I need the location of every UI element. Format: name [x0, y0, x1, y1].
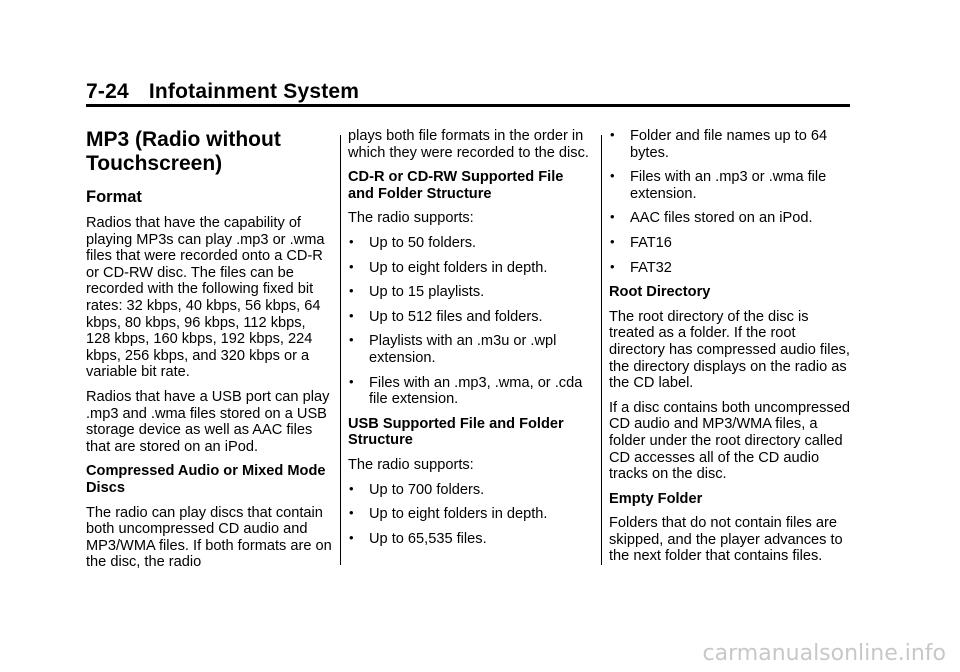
page-header [86, 80, 359, 104]
column-divider-2 [601, 135, 602, 565]
paragraph: Folders that do not contain files are skipped, and the player advances to the next folder that contains files. [609, 515, 843, 565]
bullet-icon: • [349, 258, 354, 274]
paragraph: Radios that have a USB port can play .mp3 and .wma files stored on a USB storage device as well as AAC files that are stored on an iPod. [86, 388, 330, 455]
bullet-icon: • [610, 168, 615, 184]
bullet-icon: • [349, 307, 354, 323]
paragraph: The radio can play discs that contain both uncompressed CD audio and MP3/WMA files. If both formats are on the disc, the radio [86, 504, 332, 571]
list-item: • Up to eight folders in depth. [349, 258, 548, 276]
bullet-icon: • [610, 233, 615, 249]
list-item: • Up to 65,535 files. [349, 529, 487, 547]
subheading-empty-folder: Empty Folder [609, 490, 703, 507]
page-number: 7-24 [86, 80, 129, 103]
subheading-cd-structure: CD-R or CD-RW Supported File and Folder Structure [348, 169, 564, 202]
bullet-icon: • [349, 529, 354, 545]
bullet-icon: • [349, 283, 354, 299]
bullet-icon: • [610, 127, 615, 142]
paragraph: The radio supports: [348, 210, 474, 227]
paragraph: The radio supports: [348, 456, 474, 473]
watermark: carmanualsonline.info [702, 641, 946, 666]
subheading-mixed-mode: Compressed Audio or Mixed Mode Discs [86, 463, 326, 496]
section-title: Infotainment System [148, 80, 360, 103]
list-item: • Up to eight folders in depth. [349, 505, 548, 523]
list-item: • FAT32 [610, 258, 672, 276]
bullet-icon: • [610, 258, 615, 274]
subheading-usb-structure: USB Supported File and Folder Structure [348, 415, 564, 449]
bullet-icon: • [349, 373, 354, 389]
column-divider-1 [340, 135, 341, 565]
section-heading: MP3 (Radio without Touchscreen) [86, 128, 281, 175]
list-item: • FAT16 [610, 233, 672, 251]
list-item: • Playlists with an .m3u or .wpl extension. [349, 332, 557, 366]
list-item: • Files with an .mp3, .wma, or .cda file extension. [349, 373, 583, 408]
paragraph: If a disc contains both uncompressed CD audio and MP3/WMA files, a folder under the root directory called CD accesses all of the CD audio tracks on the disc. [609, 399, 850, 483]
column-2 [348, 128, 593, 555]
paragraph: plays both file formats in the order in which they were recorded to the disc. [348, 128, 589, 161]
list-item: • Up to 15 playlists. [349, 283, 485, 301]
header-rule [86, 104, 850, 107]
list-item: • Files with an .mp3 or .wma file extension. [610, 168, 827, 202]
column-1 [86, 128, 332, 579]
subheading-root-directory: Root Directory [609, 284, 711, 301]
bullet-icon: • [349, 332, 354, 348]
list-item: • Up to 50 folders. [349, 233, 477, 251]
column-3 [609, 128, 851, 573]
paragraph: The root directory of the disc is treated as a folder. If the root directory has compressed audio files, the directory displays on the radio as the CD label. [609, 308, 850, 392]
bullet-icon: • [349, 233, 354, 249]
format-heading: Format [86, 188, 142, 206]
bullet-icon: • [610, 209, 615, 225]
paragraph: Radios that have the capability of playing MP3s can play .mp3 or .wma files that were recorded onto a CD-R or CD-RW disc. The files can be recorded with the following fixed bit rates: 32 kbps, 40 kbps, 56 kbps, 64 kbps, 80 kbps, 96 kbps, 112 kbps, 128 kbps, 160 kbps, 192 kbps, 224 kbps, 256 kbps, and 320 kbps or a variable bit rate. [86, 215, 325, 381]
bullet-icon: • [349, 505, 354, 521]
list-item: • Up to 512 files and folders. [349, 307, 543, 325]
list-item: • Folder and file names up to 64 bytes. [610, 127, 828, 161]
list-item: • AAC files stored on an iPod. [610, 209, 813, 227]
list-item: • Up to 700 folders. [349, 480, 485, 498]
bullet-icon: • [349, 480, 354, 496]
